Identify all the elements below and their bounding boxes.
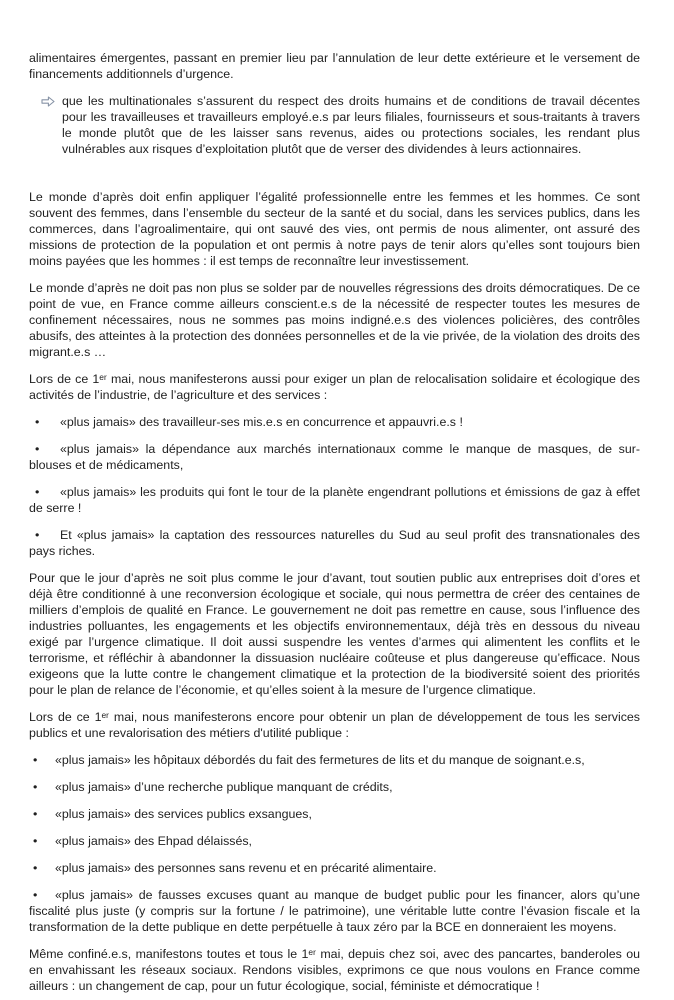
paragraph-fragment-debt: alimentaires émergentes, passant en premier lieu par l’annulation de leur dette extérieure et le versement de financements additionnels d’urgence. <box>29 51 640 81</box>
paragraph-democratic-rights: Le monde d’après ne doit pas non plus se solder par de nouvelles régressions des droits démocratiques. De ce point de vue, en France comme ailleurs conscient.e.s de la nécessité de respecter toutes les mesures de confinement nécessaires, nous ne sommes pas moins indigné.e.s des violences policières, des contrôles abusifs, des atteintes à la protection des données personnelles et de la vie privée, de la violation des droits des migrant.e.s … <box>29 281 640 359</box>
bullet-icon: • <box>33 888 38 902</box>
list-item-text: Et «plus jamais» la captation des ressources naturelles du Sud au seul profit des transnationales des pays riches. <box>29 528 640 558</box>
bullet-icon: • <box>33 834 38 848</box>
paragraph-relocation-intro: Lors de ce 1ᵉʳ mai, nous manifesterons aussi pour exiger un plan de relocalisation solidaire et écologique des activités de l’industrie, de l’agriculture et des services : <box>29 372 640 402</box>
list-item-text: «plus jamais» des Ehpad délaissés, <box>55 834 252 848</box>
bullet-icon: • <box>35 528 40 542</box>
paragraph-closing-call: Même confiné.e.s, manifestons toutes et tous le 1ᵉʳ mai, depuis chez soi, avec des pancartes, banderoles ou en envahissant les réseaux sociaux. Rendons visibles, exprimons ce que nous voulons en France comme ailleurs : un changement de cap, pour un futur écologique, social, féministe et démocratique ! <box>29 947 640 993</box>
list-item-text: «plus jamais» les produits qui font le tour de la planète engendrant pollutions et émissions de gaz à effet de serre ! <box>29 485 640 515</box>
list-item-services-6 <box>29 887 640 935</box>
bullet-icon: • <box>35 415 40 429</box>
bullet-icon: • <box>35 442 40 456</box>
arrow-list-item-multinationals <box>29 93 640 168</box>
bullet-icon: • <box>33 807 38 821</box>
list-item-text: «plus jamais» des personnes sans revenu et en précarité alimentaire. <box>55 861 437 875</box>
list-item-text: «plus jamais» des services publics exsangues, <box>55 807 312 821</box>
list-item-services-3 <box>29 806 640 822</box>
list-item-relocation-1 <box>29 414 640 430</box>
list-item-services-1 <box>29 752 640 768</box>
list-item-text: «plus jamais» d’une recherche publique manquant de crédits, <box>55 780 393 794</box>
list-item-relocation-3 <box>29 484 640 516</box>
list-item-text: «plus jamais» la dépendance aux marchés internationaux comme le manque de masques, de sur-blouses et de médicaments, <box>29 442 640 472</box>
paragraph-gender-equality: Le monde d’après doit enfin appliquer l’égalité professionnelle entre les femmes et les hommes. Ce sont souvent des femmes, dans l’ensemble du secteur de la santé et du social, dans les services publics, dans les commerces, dans l’agroalimentaire, qui ont sauvé des vies, ont permis de nous alimenter, ont assuré des missions de protection de la population et ont permis à notre pays de tenir alors qu’elles sont toujours bien moins payées que les hommes : il est temps de reconnaître leur investissement. <box>29 190 640 268</box>
list-item-relocation-4 <box>29 527 640 559</box>
list-item-services-2 <box>29 779 640 795</box>
list-item-services-4 <box>29 833 640 849</box>
bullet-icon: • <box>33 780 38 794</box>
bullet-icon: • <box>33 861 38 875</box>
bullet-icon: • <box>33 753 38 767</box>
list-item-text: «plus jamais» les hôpitaux débordés du fait des fermetures de lits et du manque de soignant.e.s, <box>55 753 585 767</box>
paragraph-services-intro: Lors de ce 1ᵉʳ mai, nous manifesterons encore pour obtenir un plan de développement de tous les services publics et une revalorisation des métiers d'utilité publique : <box>29 710 640 740</box>
list-item-services-5 <box>29 860 640 876</box>
list-item-relocation-2 <box>29 441 640 473</box>
right-arrow-bullet-icon <box>29 93 62 168</box>
paragraph-day-after-economy: Pour que le jour d’après ne soit plus comme le jour d’avant, tout soutien public aux entreprises doit d’ores et déjà être conditionné à une reconversion écologique et sociale, qui nous permettra de créer des centaines de milliers d’emplois de qualité en France. Le gouvernement ne doit pas remettre en cause, sous l’influence des industries polluantes, les engagements et les objectifs environnementaux, déjà très en dessous du niveau exigé par l’urgence climatique. Il doit aussi suspendre les ventes d’armes qui alimentent les conflits et le terrorisme, et réfléchir à abandonner la dissuasion nucléaire coûteuse et plus dangereuse qu’efficace. Nous exigeons que la lutte contre le changement climatique et la protection de la biodiversité soient des priorités pour le plan de relance de l’économie, et qu’elles soient à la mesure de l’urgence climatique. <box>29 571 640 697</box>
list-item-text: «plus jamais» de fausses excuses quant au manque de budget public pour les financer, alors qu’une fiscalité plus juste (y compris sur la fortune / le patrimoine), une véritable lutte contre l’évasion fiscale et la transformation de la dette publique en dette perpétuelle à taux zéro par la BCE en donneraient les moyens. <box>29 888 640 934</box>
bullet-icon: • <box>35 485 40 499</box>
list-item-text: «plus jamais» des travailleur-ses mis.e.s en concurrence et appauvri.e.s ! <box>60 415 463 429</box>
arrow-item-text: que les multinationales s’assurent du respect des droits humains et de conditions de travail décentes pour les travailleuses et travailleurs employé.e.s par leurs filiales, fournisseurs et sous-traitants à travers le monde plutôt que de les laisser sans revenus, aides ou protections sociales, les rendant plus vulnérables aux risques d’exploitation plutôt que de verser des dividendes à leurs actionnaires. <box>62 94 640 156</box>
